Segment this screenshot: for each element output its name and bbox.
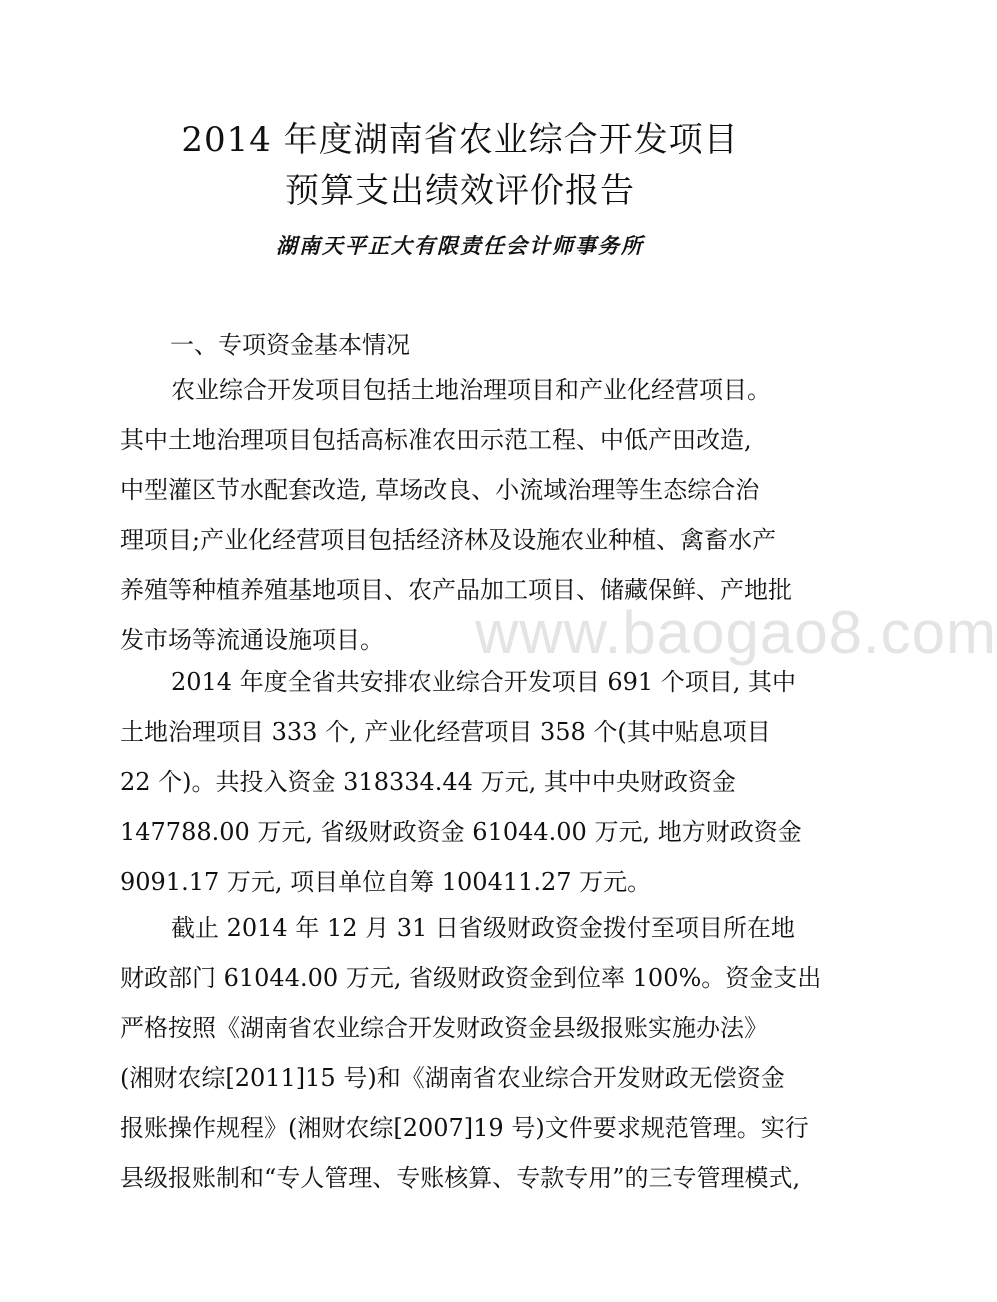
report-title-line-1: 2014 年度湖南省农业综合开发项目 — [181, 120, 739, 160]
report-author: 湖南天平正大有限责任会计师事务所 — [276, 233, 644, 258]
paragraph-line: 财政部门 61044.00 万元, 省级财政资金到位率 100%。资金支出 — [120, 964, 822, 992]
paragraph-3 — [120, 903, 822, 1203]
paragraph-line: 严格按照《湖南省农业综合开发财政资金县级报账实施办法》 — [120, 1014, 768, 1042]
paragraph-line: 农业综合开发项目包括土地治理项目和产业化经营项目。 — [171, 376, 771, 404]
paragraph-line: 县级报账制和“专人管理、专账核算、专款专用”的三专管理模式, — [120, 1164, 801, 1192]
paragraph-line: 理项目;产业化经营项目包括经济林及设施农业种植、禽畜水产 — [120, 526, 777, 554]
watermark: www.baogao8.com — [475, 599, 997, 666]
paragraph-line: 2014 年度全省共安排农业综合开发项目 691 个项目, 其中 — [171, 668, 797, 696]
report-title-line-2: 预算支出绩效评价报告 — [285, 171, 635, 211]
paragraph-line: 土地治理项目 333 个, 产业化经营项目 358 个(其中贴息项目 — [120, 718, 771, 746]
paragraph-line: 养殖等种植养殖基地项目、农产品加工项目、储藏保鲜、产地批 — [120, 576, 792, 604]
paragraph-line: 中型灌区节水配套改造, 草场改良、小流域治理等生态综合治 — [120, 476, 760, 504]
paragraph-line: 发市场等流通设施项目。 — [120, 626, 384, 654]
paragraph-line: 报账操作规程》(湘财农综[2007]19 号)文件要求规范管理。实行 — [120, 1114, 809, 1142]
paragraph-line: 其中土地治理项目包括高标准农田示范工程、中低产田改造, — [120, 426, 752, 454]
paragraph-2 — [120, 657, 800, 907]
paragraph-line: 147788.00 万元, 省级财政资金 61044.00 万元, 地方财政资金 — [120, 818, 802, 846]
paragraph-line: 22 个)。共投入资金 318334.44 万元, 其中中央财政资金 — [120, 768, 736, 796]
paragraph-line: 9091.17 万元, 项目单位自筹 100411.27 万元。 — [120, 868, 652, 896]
section-heading: 一、专项资金基本情况 — [170, 331, 410, 359]
paragraph-line: 截止 2014 年 12 月 31 日省级财政资金拨付至项目所在地 — [171, 914, 795, 942]
paragraph-line: (湘财农综[2011]15 号)和《湖南省农业综合开发财政无偿资金 — [120, 1064, 785, 1092]
